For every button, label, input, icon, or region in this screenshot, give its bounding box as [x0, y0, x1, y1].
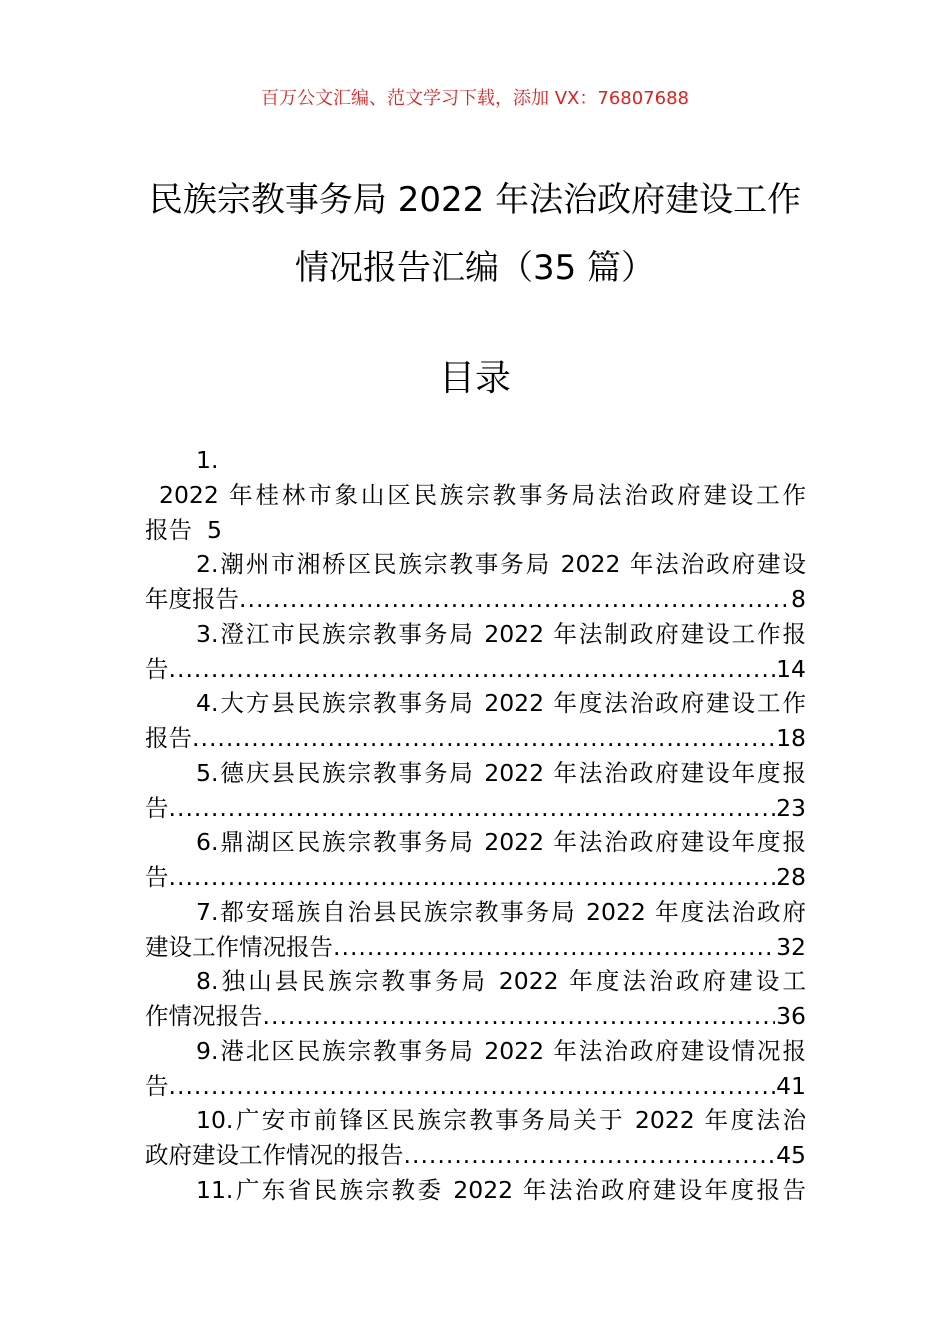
dot-leader	[263, 999, 776, 1034]
toc-entry-title-cont: 告	[145, 1071, 169, 1100]
toc-entry-title: 7.都安瑶族自治县民族宗教事务局 2022 年度法治政府	[196, 897, 806, 926]
toc-entry[interactable]	[145, 1034, 806, 1104]
dot-leader	[239, 582, 790, 617]
toc-entry[interactable]	[145, 1103, 806, 1173]
dot-leader	[192, 721, 775, 756]
toc-entry-leader-line	[145, 1138, 806, 1173]
toc-entry-leader-line	[145, 582, 806, 617]
toc-page-number: 32	[776, 932, 806, 961]
toc-entry-title: 8.独山县民族宗教事务局 2022 年度法治政府建设工	[196, 967, 806, 996]
toc-entry-title-cont: 告	[145, 654, 169, 683]
toc-heading: 目录	[438, 358, 511, 399]
toc-entry-title: 2.潮州市湘桥区民族宗教事务局 2022 年法治政府建设	[196, 550, 806, 579]
toc-entry-title: 9.港北区民族宗教事务局 2022 年法治政府建设情况报	[196, 1036, 806, 1065]
toc-entry[interactable]	[145, 617, 806, 687]
toc-entry-title: 2022 年桂林市象山区民族宗教事务局法治政府建设工作	[159, 480, 806, 509]
toc-page-number: 23	[776, 793, 806, 822]
title-line-2: 情况报告汇编（35 篇）	[294, 248, 656, 288]
toc-entry-title-cont: 建设工作情况报告	[145, 932, 333, 961]
toc-entry-title-cont: 报告	[145, 724, 192, 752]
toc-page-number: 28	[776, 863, 806, 891]
toc-entry-title-cont: 报告 5	[145, 515, 222, 544]
toc-entry-leader-line	[145, 721, 806, 756]
toc-entry-title: 10.广安市前锋区民族宗教事务局关于 2022 年度法治	[196, 1106, 806, 1135]
toc-entry-leader-line	[145, 860, 806, 895]
toc-entry-title-cont: 年度报告	[145, 585, 239, 613]
toc-entry[interactable]: 11.广东省民族宗教委 2022 年法治政府建设年度报告	[196, 1175, 806, 1204]
toc-entry-leader-line	[145, 791, 806, 826]
dot-leader	[333, 930, 775, 965]
toc-page-number: 36	[776, 1002, 806, 1030]
toc-entry-title: 5.德庆县民族宗教事务局 2022 年法治政府建设年度报	[196, 758, 806, 787]
toc-entry-leader-line	[145, 1069, 806, 1104]
toc-entry-title-cont: 告	[145, 863, 169, 891]
watermark-text: 百万公文汇编、范文学习下载，添加 VX：76807688	[261, 88, 689, 109]
toc-entry-title-cont: 告	[145, 793, 169, 822]
toc-entry-title-cont: 作情况报告	[145, 1002, 263, 1030]
dot-leader	[404, 1138, 776, 1173]
toc-page-number: 45	[776, 1141, 806, 1169]
toc-entry[interactable]	[145, 443, 806, 547]
document-title	[0, 166, 950, 302]
toc-entry-leader-line	[145, 930, 806, 965]
toc-entry[interactable]	[145, 895, 806, 965]
toc-entry-title-cont: 政府建设工作情况的报告	[145, 1141, 404, 1169]
dot-leader	[169, 652, 776, 687]
toc-entry-leader-line	[145, 999, 806, 1034]
toc-entry-title: 6.鼎湖区民族宗教事务局 2022 年法治政府建设年度报	[196, 828, 806, 857]
toc-entry[interactable]	[145, 756, 806, 826]
dot-leader	[169, 1069, 776, 1104]
dot-leader	[169, 860, 776, 895]
toc-page-number: 14	[776, 654, 806, 683]
toc-page-number: 18	[776, 724, 806, 752]
toc-entry[interactable]	[145, 825, 806, 895]
toc-entry[interactable]	[145, 964, 806, 1034]
toc-entry-title: 4.大方县民族宗教事务局 2022 年度法治政府建设工作	[196, 689, 806, 718]
toc-page-number: 41	[776, 1071, 806, 1100]
table-of-contents	[145, 443, 806, 1208]
toc-entry[interactable]	[145, 547, 806, 617]
toc-entry-leader-line	[145, 652, 806, 687]
toc-entry[interactable]	[145, 686, 806, 756]
toc-entry-number: 1.	[196, 446, 219, 474]
toc-page-number: 8	[791, 585, 806, 613]
dot-leader	[169, 791, 776, 826]
title-line-1: 民族宗教事务局 2022 年法治政府建设工作	[148, 180, 802, 220]
toc-entry-title: 3.澄江市民族宗教事务局 2022 年法制政府建设工作报	[196, 619, 806, 648]
